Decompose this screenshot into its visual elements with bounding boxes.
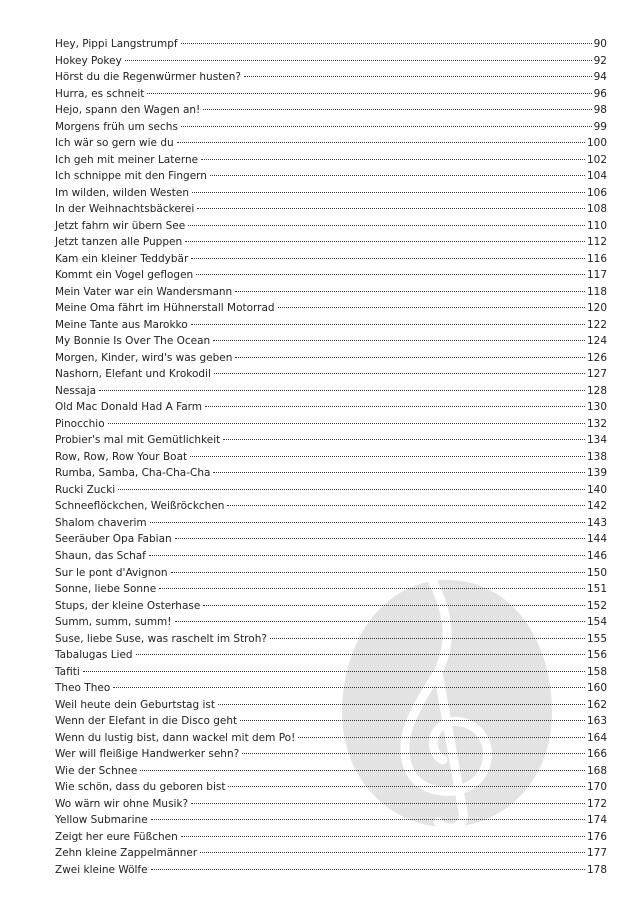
toc-title: Tafiti <box>55 665 80 678</box>
dot-leader <box>151 869 585 870</box>
toc-title: Pinocchio <box>55 417 105 430</box>
toc-title: Sonne, liebe Sonne <box>55 583 157 596</box>
toc-entry[interactable] <box>55 796 607 813</box>
toc-page-number: 117 <box>586 269 607 282</box>
dot-leader <box>113 687 585 688</box>
toc-entry[interactable] <box>55 168 607 185</box>
toc-page-number: 154 <box>586 616 607 629</box>
dot-leader <box>298 737 585 738</box>
toc-entry[interactable] <box>55 697 607 714</box>
dot-leader <box>203 605 585 606</box>
toc-page-number: 174 <box>586 814 607 827</box>
toc-title: Hurra, es schneit <box>55 87 145 100</box>
toc-page-number: 166 <box>586 748 607 761</box>
dot-leader <box>213 472 585 473</box>
dot-leader <box>210 175 585 176</box>
dot-leader <box>205 406 585 407</box>
toc-title: Zehn kleine Zappelmänner <box>55 847 198 860</box>
toc-title: Stups, der kleine Osterhase <box>55 599 201 612</box>
toc-page-number: 139 <box>586 467 607 480</box>
dot-leader <box>181 836 585 837</box>
toc-title: Wie der Schnee <box>55 764 138 777</box>
toc-page-number: 142 <box>586 500 607 513</box>
dot-leader <box>244 76 592 77</box>
toc-page-number: 162 <box>586 698 607 711</box>
toc-entry[interactable] <box>55 862 607 879</box>
toc-entry[interactable] <box>55 333 607 350</box>
toc-title: Meine Oma fährt im Hühnerstall Motorrad <box>55 302 275 315</box>
toc-page-number: 143 <box>586 516 607 529</box>
toc-title: Nessaja <box>55 384 97 397</box>
toc-page-number: 106 <box>586 186 607 199</box>
dot-leader <box>192 192 585 193</box>
dot-leader <box>175 621 585 622</box>
toc-page-number: 104 <box>586 170 607 183</box>
toc-title: Im wilden, wilden Westen <box>55 186 190 199</box>
dot-leader <box>108 423 585 424</box>
dot-leader <box>196 274 585 275</box>
dot-leader <box>151 819 585 820</box>
toc-page-number: 144 <box>586 533 607 546</box>
toc-title: Meine Tante aus Marokko <box>55 318 188 331</box>
toc-entry[interactable] <box>55 399 607 416</box>
toc-title: Mein Vater war ein Wandersmann <box>55 285 233 298</box>
dot-leader <box>190 456 585 457</box>
toc-page-number: 158 <box>586 665 607 678</box>
dot-leader <box>191 803 585 804</box>
toc-entry[interactable] <box>55 680 607 697</box>
dot-leader <box>140 770 585 771</box>
toc-entry[interactable] <box>55 69 607 86</box>
dot-leader <box>200 852 585 853</box>
toc-page-number: 132 <box>586 417 607 430</box>
toc-entry[interactable] <box>55 152 607 169</box>
toc-entry[interactable] <box>55 317 607 334</box>
toc-title: Ich geh mit meiner Laterne <box>55 153 199 166</box>
toc-entry[interactable] <box>55 631 607 648</box>
toc-title: Wo wärn wir ohne Musik? <box>55 797 189 810</box>
dot-leader <box>125 60 592 61</box>
toc-page-number: 122 <box>586 318 607 331</box>
toc-page-number: 176 <box>586 830 607 843</box>
toc-title: Morgens früh um sechs <box>55 120 178 133</box>
dot-leader <box>181 43 592 44</box>
toc-entry[interactable] <box>55 664 607 681</box>
toc-entry[interactable] <box>55 598 607 615</box>
toc-title: Zwei kleine Wölfe <box>55 863 148 876</box>
toc-page-number: 96 <box>593 87 607 100</box>
toc-title: Yellow Submarine <box>55 814 148 827</box>
toc-entry[interactable] <box>55 185 607 202</box>
toc-page-number: 172 <box>586 797 607 810</box>
toc-page-number: 124 <box>586 335 607 348</box>
toc-entry[interactable] <box>55 383 607 400</box>
toc-page-number: 120 <box>586 302 607 315</box>
toc-page-number: 92 <box>593 54 607 67</box>
dot-leader <box>270 638 585 639</box>
dot-leader <box>191 258 585 259</box>
toc-title: Hörst du die Regenwürmer husten? <box>55 71 241 84</box>
dot-leader <box>242 753 585 754</box>
toc-entry[interactable] <box>55 746 607 763</box>
dot-leader <box>203 109 591 110</box>
toc-page-number: 130 <box>586 401 607 414</box>
dot-leader <box>118 489 585 490</box>
toc-entry[interactable] <box>55 234 607 251</box>
toc-entry[interactable] <box>55 284 607 301</box>
toc-title: Sur le pont d'Avignon <box>55 566 168 579</box>
dot-leader <box>181 126 592 127</box>
toc-entry[interactable] <box>55 812 607 829</box>
toc-entry[interactable] <box>55 251 607 268</box>
toc-page-number: 138 <box>586 450 607 463</box>
toc-page-number: 90 <box>593 38 607 50</box>
toc-page-number: 168 <box>586 764 607 777</box>
toc-entry[interactable] <box>55 465 607 482</box>
toc-entry[interactable] <box>55 135 607 152</box>
toc-page-number: 150 <box>586 566 607 579</box>
toc-page-number: 151 <box>586 583 607 596</box>
toc-entry[interactable] <box>55 102 607 119</box>
toc-page-number: 164 <box>586 731 607 744</box>
toc-title: Tabalugas Lied <box>55 649 133 662</box>
toc-entry[interactable] <box>55 713 607 730</box>
toc-entry[interactable] <box>55 515 607 532</box>
toc-entry[interactable] <box>55 201 607 218</box>
toc-title: Seeräuber Opa Fabian <box>55 533 172 546</box>
toc-title: Zeigt her eure Füßchen <box>55 830 178 843</box>
toc-title: Ich wär so gern wie du <box>55 137 174 150</box>
toc-page-number: 118 <box>586 285 607 298</box>
toc-title: Nashorn, Elefant und Krokodil <box>55 368 211 381</box>
toc-page-number: 127 <box>586 368 607 381</box>
toc-title: Theo Theo <box>55 682 111 695</box>
toc-title: Jetzt tanzen alle Puppen <box>55 236 183 249</box>
toc-title: Ich schnippe mit den Fingern <box>55 170 207 183</box>
dot-leader <box>201 159 585 160</box>
toc-entry[interactable] <box>55 763 607 780</box>
toc-entry[interactable] <box>55 416 607 433</box>
toc-page-number: 178 <box>586 863 607 876</box>
toc-title: Probier's mal mit Gemütlichkeit <box>55 434 221 447</box>
toc-page-number: 102 <box>586 153 607 166</box>
dot-leader <box>240 720 585 721</box>
toc-title: Kommt ein Vogel geflogen <box>55 269 194 282</box>
toc-entry[interactable] <box>55 482 607 499</box>
dot-leader <box>235 357 585 358</box>
dot-leader <box>159 588 585 589</box>
toc-title: Row, Row, Row Your Boat <box>55 450 188 463</box>
dot-leader <box>214 373 585 374</box>
toc-title: Rucki Zucki <box>55 483 116 496</box>
toc-entry[interactable] <box>55 779 607 796</box>
toc-entry[interactable] <box>55 829 607 846</box>
toc-page-number: 156 <box>586 649 607 662</box>
dot-leader <box>185 241 585 242</box>
toc-title: Summ, summ, summ! <box>55 616 172 629</box>
toc-title: Wie schön, dass du geboren bist <box>55 781 226 794</box>
toc-entry[interactable] <box>55 36 607 53</box>
toc-title: Wenn du lustig bist, dann wackel mit dem Po! <box>55 731 296 744</box>
toc-page-number: 116 <box>586 252 607 265</box>
toc-page-number: 140 <box>586 483 607 496</box>
dot-leader <box>136 654 585 655</box>
toc-entry[interactable] <box>55 614 607 631</box>
toc-entry[interactable] <box>55 498 607 515</box>
toc-title: In der Weihnachtsbäckerei <box>55 203 195 216</box>
toc-page-number: 160 <box>586 682 607 695</box>
dot-leader <box>218 704 585 705</box>
toc-title: Shalom chaverim <box>55 516 147 529</box>
toc-title: Hokey Pokey <box>55 54 122 67</box>
toc-entry[interactable] <box>55 449 607 466</box>
toc-title: Schneeflöckchen, Weißröckchen <box>55 500 225 513</box>
dot-leader <box>235 291 585 292</box>
dot-leader <box>171 572 585 573</box>
toc-title: Weil heute dein Geburtstag ist <box>55 698 215 711</box>
dot-leader <box>213 340 585 341</box>
toc-title: My Bonnie Is Over The Ocean <box>55 335 211 348</box>
dot-leader <box>99 390 585 391</box>
toc-title: Morgen, Kinder, wird's was geben <box>55 351 233 364</box>
toc-page-number: 112 <box>586 236 607 249</box>
toc-entry[interactable] <box>55 432 607 449</box>
toc-entry[interactable] <box>55 548 607 565</box>
toc-page-number: 146 <box>586 549 607 562</box>
dot-leader <box>278 307 585 308</box>
toc-page-number: 177 <box>586 847 607 860</box>
toc-title: Hey, Pippi Langstrumpf <box>55 38 178 50</box>
toc-entry[interactable] <box>55 300 607 317</box>
dot-leader <box>223 439 585 440</box>
toc-title: Kam ein kleiner Teddybär <box>55 252 189 265</box>
toc-page-number: 108 <box>586 203 607 216</box>
toc-title: Shaun, das Schaf <box>55 549 146 562</box>
dot-leader <box>147 93 591 94</box>
toc-title: Rumba, Samba, Cha-Cha-Cha <box>55 467 211 480</box>
toc-entry[interactable] <box>55 730 607 747</box>
toc-page-number: 152 <box>586 599 607 612</box>
toc-entry[interactable] <box>55 366 607 383</box>
toc-entry[interactable] <box>55 531 607 548</box>
toc-title: Hejo, spann den Wagen an! <box>55 104 201 117</box>
toc-page-number: 155 <box>586 632 607 645</box>
toc-page-number: 94 <box>593 71 607 84</box>
dot-leader <box>83 671 585 672</box>
toc-page-number: 163 <box>586 715 607 728</box>
toc-entry[interactable] <box>55 53 607 70</box>
toc-entry[interactable] <box>55 218 607 235</box>
table-of-contents <box>55 36 607 878</box>
toc-title: Jetzt fahrn wir übern See <box>55 219 186 232</box>
toc-entry[interactable] <box>55 565 607 582</box>
dot-leader <box>149 555 585 556</box>
toc-title: Wenn der Elefant in die Disco geht <box>55 715 238 728</box>
toc-page-number: 110 <box>586 219 607 232</box>
dot-leader <box>175 538 585 539</box>
toc-page-number: 170 <box>586 781 607 794</box>
toc-entry[interactable] <box>55 350 607 367</box>
toc-entry[interactable] <box>55 267 607 284</box>
dot-leader <box>188 225 585 226</box>
dot-leader <box>177 142 585 143</box>
dot-leader <box>150 522 585 523</box>
toc-page-number: 134 <box>586 434 607 447</box>
toc-page-number: 98 <box>593 104 607 117</box>
toc-title: Old Mac Donald Had A Farm <box>55 401 203 414</box>
toc-page-number: 128 <box>586 384 607 397</box>
toc-title: Suse, liebe Suse, was raschelt im Stroh? <box>55 632 267 645</box>
dot-leader <box>228 786 584 787</box>
toc-entry[interactable] <box>55 845 607 862</box>
toc-entry[interactable] <box>55 581 607 598</box>
toc-page-number: 99 <box>593 120 607 133</box>
dot-leader <box>191 324 585 325</box>
toc-title: Wer will fleißige Handwerker sehn? <box>55 748 240 761</box>
toc-page-number: 126 <box>586 351 607 364</box>
dot-leader <box>197 208 585 209</box>
toc-page-number: 100 <box>586 137 607 150</box>
toc-entry[interactable] <box>55 647 607 664</box>
toc-entry[interactable] <box>55 119 607 136</box>
toc-entry[interactable] <box>55 86 607 103</box>
dot-leader <box>227 505 585 506</box>
